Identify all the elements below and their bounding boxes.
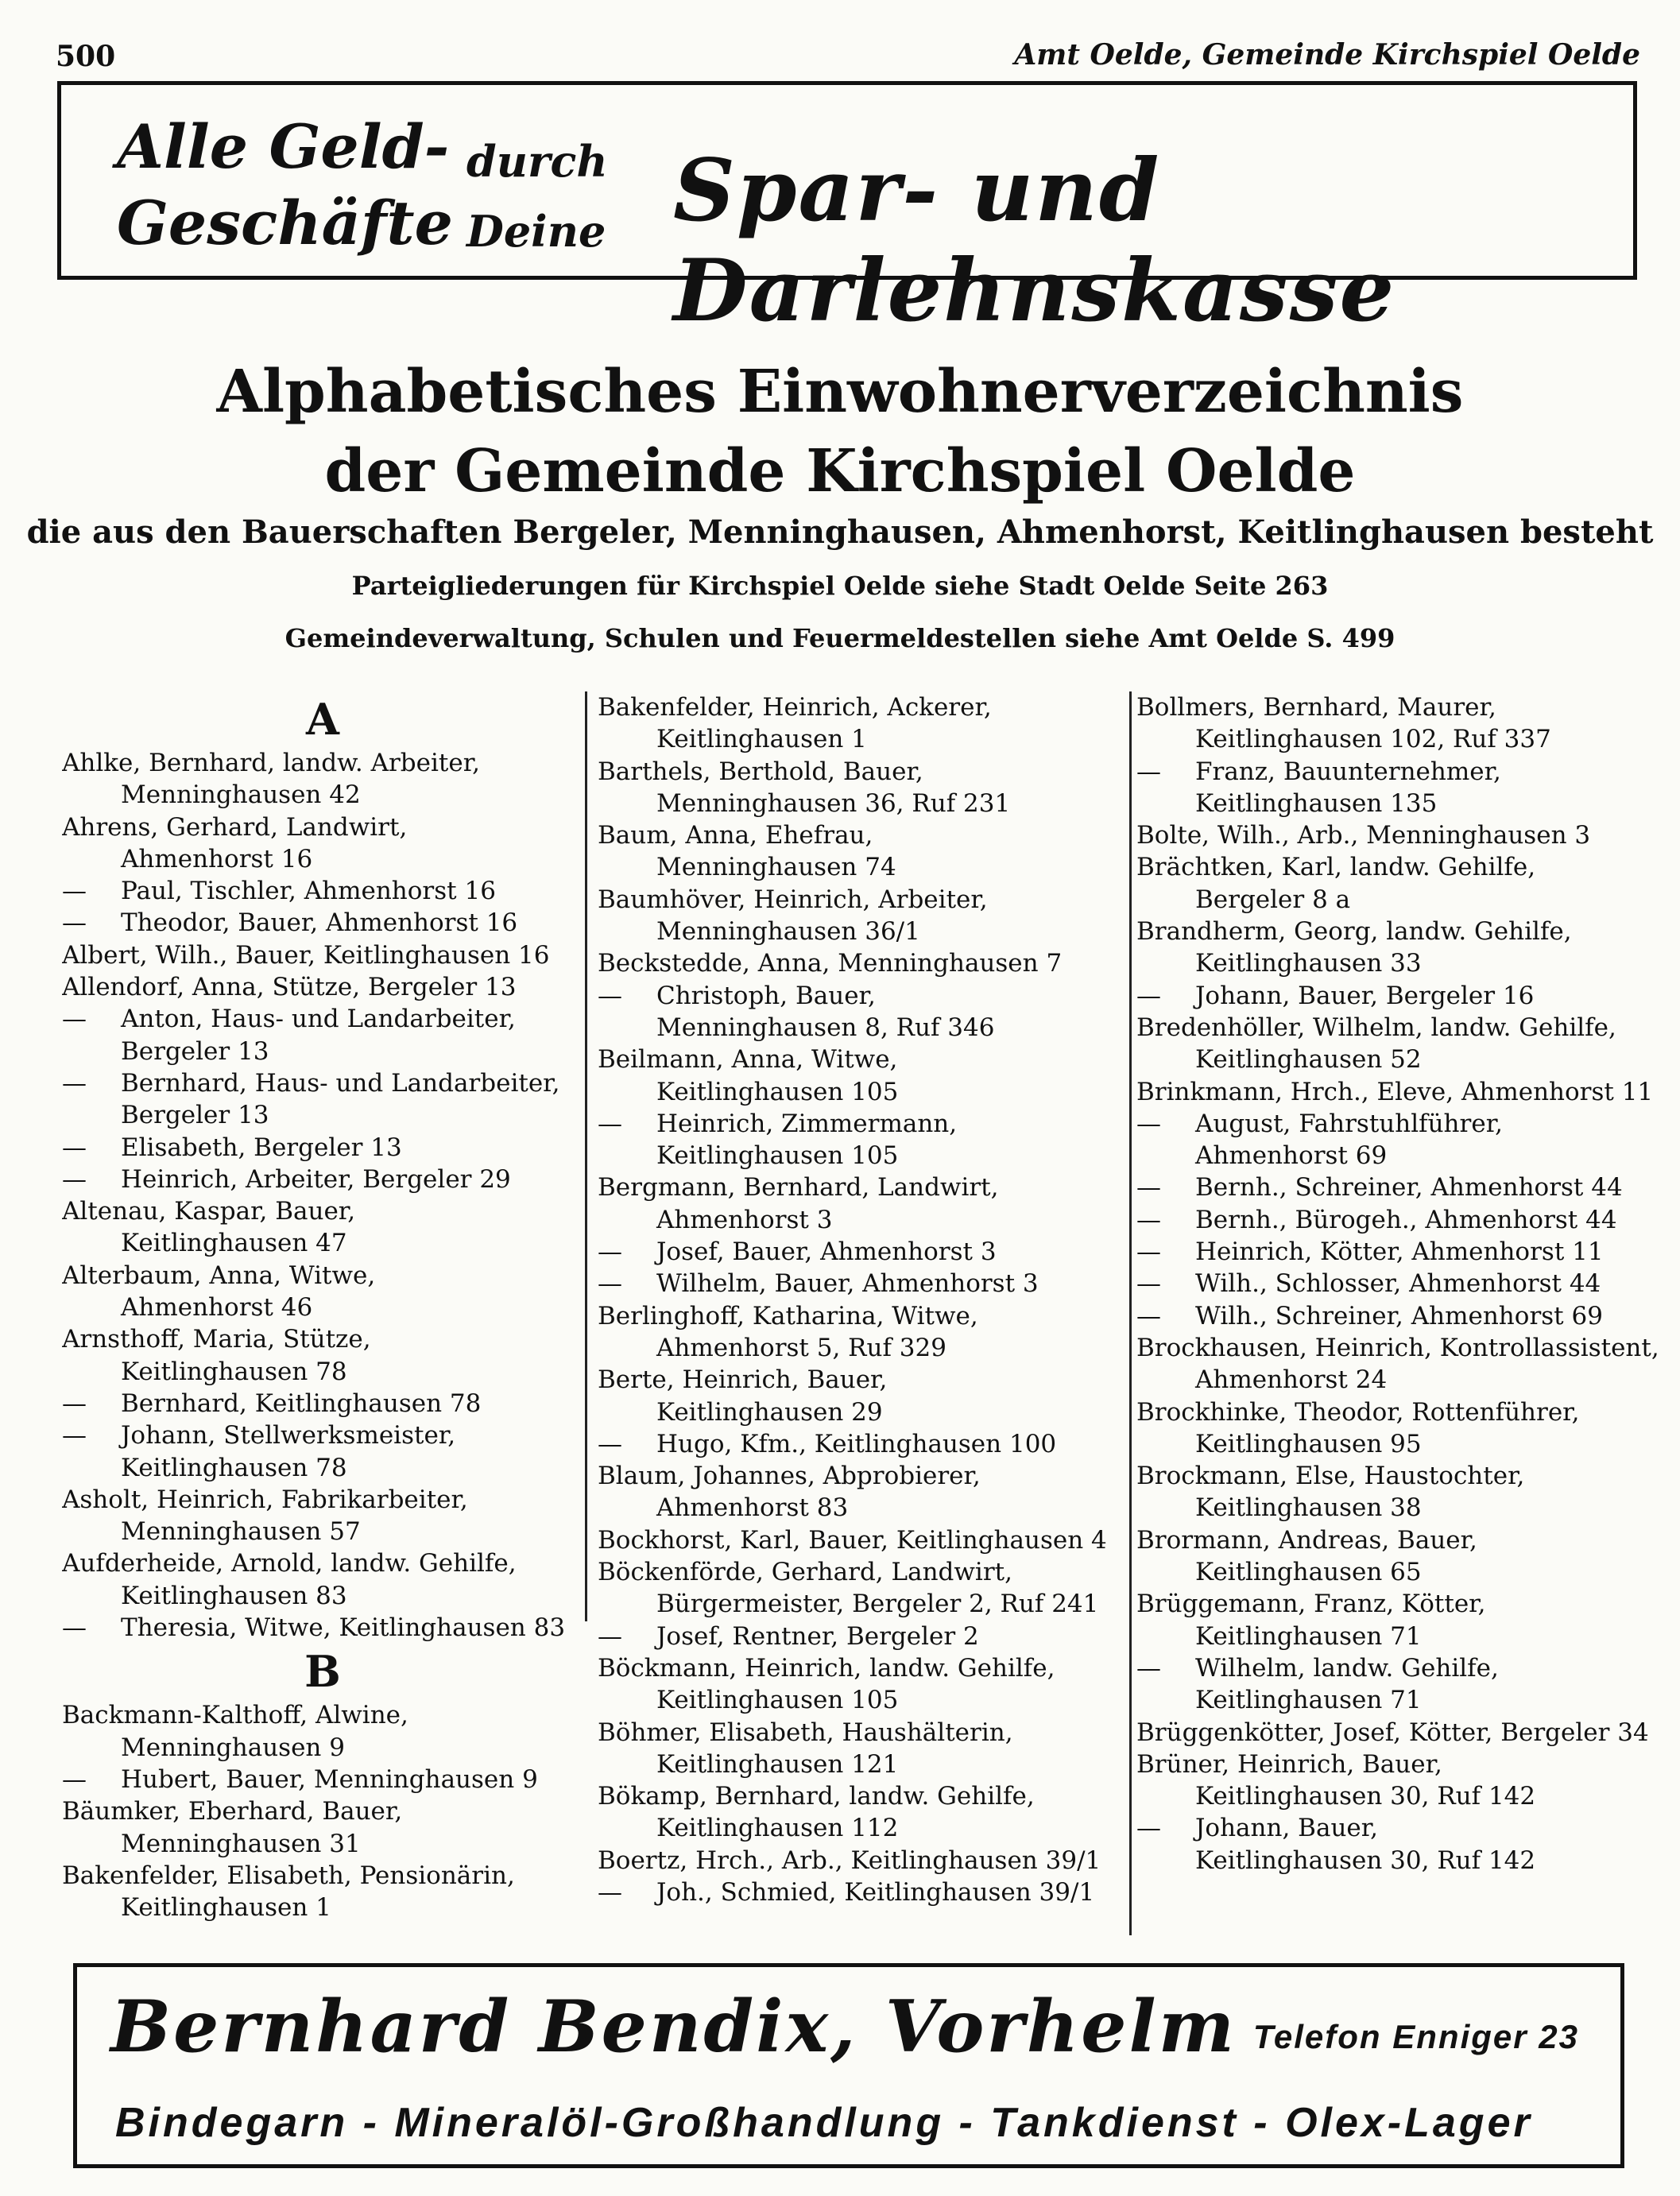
directory-subentry: [62, 875, 583, 907]
entry-line: Keitlinghausen 1: [656, 725, 867, 754]
ad-bottom-phone: Telefon Enniger 23: [1252, 2018, 1579, 2055]
directory-subentry: [62, 1764, 583, 1795]
entry-line: Brormann, Andreas, Bauer,: [1136, 1525, 1477, 1555]
ad-top-line: Deine: [466, 206, 606, 257]
ad-top-slogan-left: [117, 109, 453, 261]
directory-entry: [1136, 1588, 1665, 1652]
entry-line: — Heinrich, Kötter, Ahmenhorst 11: [1136, 1236, 1665, 1268]
entry-line: Aufderheide, Arnold, landw. Gehilfe,: [62, 1549, 517, 1578]
entry-line: — Joh., Schmied, Keitlinghausen 39/1: [598, 1876, 1126, 1908]
entry-line: Brüggemann, Franz, Kötter,: [1136, 1590, 1486, 1619]
directory-entry: [62, 1260, 583, 1324]
section-letter: A: [306, 694, 339, 745]
directory-entry: [62, 1547, 583, 1612]
ad-top-line: Alle Geld-: [117, 111, 450, 182]
directory-entry: [62, 1860, 583, 1924]
directory-entry: [62, 1484, 583, 1548]
directory-subentry: [62, 1164, 583, 1195]
directory-subentry: [598, 1428, 1126, 1460]
directory-entry: [598, 1172, 1126, 1236]
directory-column-2: [598, 691, 1126, 1908]
entry-line: — Josef, Bauer, Ahmenhorst 3: [598, 1236, 1126, 1268]
entry-line: Menninghausen 8, Ruf 346: [656, 1013, 995, 1042]
entry-line: Keitlinghausen 33: [1195, 949, 1422, 978]
entry-line: — Christoph, Bauer,: [598, 980, 1126, 1012]
directory-entry: [62, 971, 583, 1003]
directory-entry: [598, 691, 1126, 756]
directory-subentry: [1136, 1204, 1665, 1236]
entry-line: Arnsthoff, Maria, Stütze,: [62, 1325, 371, 1354]
entry-line: Beckstedde, Anna, Menninghausen 7: [598, 949, 1063, 978]
entry-line: Keitlinghausen 1: [121, 1893, 331, 1923]
ad-bottom-company-name: Bernhard Bendix, Vorhelm: [110, 1985, 1237, 2069]
entry-line: Keitlinghausen 29: [656, 1397, 883, 1427]
entry-line: Menninghausen 42: [121, 780, 361, 810]
entry-line: Keitlinghausen 83: [121, 1581, 347, 1610]
entry-line: — Bernhard, Haus- und Landarbeiter,: [62, 1067, 583, 1099]
entry-line: Brüner, Heinrich, Bauer,: [1136, 1749, 1442, 1779]
ad-top-bank-name: Spar- und Darlehnskasse: [673, 141, 1396, 341]
entry-line: Menninghausen 57: [121, 1517, 361, 1547]
entry-line: Backmann-Kalthoff, Alwine,: [62, 1701, 408, 1730]
entry-line: Böckenförde, Gerhard, Landwirt,: [598, 1558, 1012, 1587]
directory-subentry: [62, 1388, 583, 1419]
entry-line: Böhmer, Elisabeth, Haushälterin,: [598, 1718, 1013, 1747]
directory-entry: [598, 756, 1126, 820]
directory-entry: [62, 811, 583, 876]
entry-line: Keitlinghausen 78: [121, 1357, 347, 1386]
directory-note-party: Parteigliederungen für Kirchspiel Oelde siehe Stadt Oelde Seite 263: [351, 571, 1329, 601]
entry-line: Keitlinghausen 71: [1195, 1621, 1422, 1651]
entry-line: Keitlinghausen 105: [656, 1686, 899, 1715]
entry-line: — Heinrich, Arbeiter, Bergeler 29: [62, 1164, 583, 1195]
column-divider: [585, 691, 587, 1621]
entry-line: Bürgermeister, Bergeler 2, Ruf 241: [656, 1590, 1099, 1619]
entry-line: Keitlinghausen 30, Ruf 142: [1195, 1782, 1536, 1811]
entry-line: Keitlinghausen 38: [1195, 1493, 1422, 1523]
directory-entry: [598, 1460, 1126, 1524]
page-number: 500: [56, 40, 116, 73]
entry-line: Bökamp, Bernhard, landw. Gehilfe,: [598, 1782, 1035, 1811]
ad-top-line: durch: [466, 136, 608, 187]
directory-subentry: [598, 1876, 1126, 1908]
directory-subentry: [1136, 1300, 1665, 1332]
entry-line: Keitlinghausen 121: [656, 1749, 899, 1779]
entry-line: — Bernh., Schreiner, Ahmenhorst 44: [1136, 1172, 1665, 1203]
directory-subentry: [598, 1108, 1126, 1172]
directory-subentry: [1136, 1236, 1665, 1268]
directory-entry: [1136, 1524, 1665, 1589]
directory-subentry: [1136, 756, 1665, 820]
entry-line: Bergeler 8 a: [1195, 885, 1351, 914]
entry-line: Asholt, Heinrich, Fabrikarbeiter,: [62, 1485, 468, 1514]
entry-line: Brächtken, Karl, landw. Gehilfe,: [1136, 853, 1536, 882]
directory-subentry: [598, 980, 1126, 1044]
column-divider: [1129, 691, 1132, 1935]
directory-entry: [598, 1044, 1126, 1108]
entry-line: — Paul, Tischler, Ahmenhorst 16: [62, 875, 583, 907]
entry-line: Brinkmann, Hrch., Eleve, Ahmenhorst 11: [1136, 1077, 1654, 1106]
directory-description: die aus den Bauerschaften Bergeler, Menninghausen, Ahmenhorst, Keitlinghausen besteht: [26, 513, 1654, 551]
directory-entry: [62, 939, 583, 971]
entry-line: — Johann, Stellwerksmeister,: [62, 1419, 583, 1451]
entry-line: — Hugo, Kfm., Keitlinghausen 100: [598, 1428, 1126, 1460]
entry-line: — Franz, Bauunternehmer,: [1136, 756, 1665, 788]
entry-line: Ahrens, Gerhard, Landwirt,: [62, 812, 408, 842]
directory-entry: [62, 1323, 583, 1388]
entry-line: Brockhausen, Heinrich, Kontrollassistent,: [1136, 1333, 1659, 1362]
entry-line: Ahmenhorst 24: [1195, 1365, 1388, 1395]
entry-line: — Theresia, Witwe, Keitlinghausen 83: [62, 1612, 583, 1644]
running-head: Amt Oelde, Gemeinde Kirchspiel Oelde: [1014, 38, 1640, 72]
ad-bottom-tagline: Bindegarn - Mineralöl-Großhandlung - Tankdienst - Olex-Lager: [115, 2100, 1533, 2146]
entry-line: Brockmann, Else, Haustochter,: [1136, 1462, 1525, 1491]
entry-line: — Johann, Bauer,: [1136, 1812, 1665, 1844]
directory-entry: [1136, 691, 1665, 756]
entry-line: Berte, Heinrich, Bauer,: [598, 1365, 888, 1395]
entry-line: Barthels, Berthold, Bauer,: [598, 757, 923, 786]
directory-entry: [1136, 1012, 1665, 1076]
directory-entry: [598, 1300, 1126, 1365]
directory-note-admin: Gemeindeverwaltung, Schulen und Feuermeldestellen siehe Amt Oelde S. 499: [285, 623, 1395, 653]
entry-line: Bakenfelder, Heinrich, Ackerer,: [598, 693, 992, 722]
entry-line: Ahmenhorst 5, Ruf 329: [656, 1333, 946, 1362]
entry-line: Ahlke, Bernhard, landw. Arbeiter,: [62, 749, 480, 777]
entry-line: Bockhorst, Karl, Bauer, Keitlinghausen 4: [598, 1525, 1107, 1555]
advertisement-bottom: [73, 1963, 1624, 2168]
entry-line: — Theodor, Bauer, Ahmenhorst 16: [62, 907, 583, 939]
entry-line: Brüggenkötter, Josef, Kötter, Bergeler 34: [1136, 1718, 1649, 1747]
entry-line: Keitlinghausen 30, Ruf 142: [1195, 1845, 1536, 1875]
directory-entry: [598, 1717, 1126, 1781]
entry-line: Keitlinghausen 102, Ruf 337: [1195, 725, 1551, 754]
directory-subentry: [1136, 980, 1665, 1012]
directory-entry: [598, 1364, 1126, 1428]
entry-line: Keitlinghausen 112: [656, 1814, 899, 1843]
entry-line: Beilmann, Anna, Witwe,: [598, 1045, 898, 1075]
entry-line: Berlinghoff, Katharina, Witwe,: [598, 1301, 978, 1330]
entry-line: Brockhinke, Theodor, Rottenführer,: [1136, 1397, 1580, 1427]
section-letter: B: [304, 1646, 341, 1698]
directory-entry: [1136, 819, 1665, 851]
directory-subentry: [62, 1419, 583, 1484]
directory-subentry: [1136, 1652, 1665, 1717]
directory-entry: [1136, 1717, 1665, 1749]
entry-line: Keitlinghausen 52: [1195, 1045, 1422, 1075]
directory-entry: [598, 1556, 1126, 1621]
entry-line: Ahmenhorst 3: [656, 1205, 833, 1234]
entry-line: Ahmenhorst 46: [121, 1293, 313, 1323]
entry-line: Ahmenhorst 69: [1195, 1141, 1388, 1171]
entry-line: Allendorf, Anna, Stütze, Bergeler 13: [62, 973, 517, 1002]
directory-entry: [1136, 1396, 1665, 1461]
entry-line: Brandherm, Georg, landw. Gehilfe,: [1136, 917, 1572, 947]
entry-line: — Hubert, Bauer, Menninghausen 9: [62, 1764, 583, 1795]
directory-subentry: [1136, 1172, 1665, 1203]
directory-column-3: [1136, 691, 1665, 1876]
directory-entry: [62, 1699, 583, 1764]
directory-subtitle: der Gemeinde Kirchspiel Oelde: [324, 437, 1356, 505]
entry-line: Albert, Wilh., Bauer, Keitlinghausen 16: [62, 940, 550, 970]
entry-line: Ahmenhorst 16: [121, 844, 313, 873]
directory-entry: [62, 1195, 583, 1260]
directory-subentry: [1136, 1268, 1665, 1299]
directory-entry: [598, 1524, 1126, 1556]
directory-subentry: [62, 1067, 583, 1132]
ad-top-line: Geschäfte: [117, 188, 453, 258]
directory-entry: [598, 947, 1126, 979]
directory-entry: [1136, 1076, 1665, 1108]
directory-entry: [1136, 1749, 1665, 1813]
directory-subentry: [598, 1236, 1126, 1268]
entry-line: — Wilhelm, Bauer, Ahmenhorst 3: [598, 1268, 1126, 1299]
directory-column-1: [62, 691, 583, 1923]
entry-line: — Bernh., Bürogeh., Ahmenhorst 44: [1136, 1204, 1665, 1236]
directory-entry: [598, 1780, 1126, 1845]
entry-line: Böckmann, Heinrich, landw. Gehilfe,: [598, 1653, 1055, 1683]
directory-subentry: [598, 1621, 1126, 1652]
entry-line: Bergmann, Bernhard, Landwirt,: [598, 1173, 999, 1203]
entry-line: Baumhöver, Heinrich, Arbeiter,: [598, 885, 988, 914]
directory-subentry: [598, 1268, 1126, 1299]
directory-entry: [598, 884, 1126, 948]
directory-entry: [1136, 851, 1665, 916]
entry-line: — Wilhelm, landw. Gehilfe,: [1136, 1652, 1665, 1684]
directory-title: Alphabetisches Einwohnerverzeichnis: [216, 358, 1464, 426]
entry-line: — Wilh., Schreiner, Ahmenhorst 69: [1136, 1300, 1665, 1332]
entry-line: Menninghausen 9: [121, 1733, 345, 1762]
entry-line: Bredenhöller, Wilhelm, landw. Gehilfe,: [1136, 1013, 1616, 1042]
entry-line: Alterbaum, Anna, Witwe,: [62, 1261, 376, 1290]
directory-subentry: [62, 907, 583, 939]
entry-line: Keitlinghausen 65: [1195, 1558, 1422, 1587]
entry-line: Menninghausen 36, Ruf 231: [656, 788, 1011, 818]
entry-line: Baum, Anna, Ehefrau,: [598, 821, 873, 850]
entry-line: Bergeler 13: [121, 1101, 269, 1130]
entry-line: Bollmers, Bernhard, Maurer,: [1136, 693, 1496, 722]
entry-line: Bergeler 13: [121, 1036, 269, 1066]
entry-line: — August, Fahrstuhlführer,: [1136, 1108, 1665, 1140]
ad-top-slogan-middle: [466, 126, 608, 266]
entry-line: — Anton, Haus- und Landarbeiter,: [62, 1003, 583, 1035]
entry-line: Menninghausen 31: [121, 1829, 361, 1858]
directory-subentry: [62, 1612, 583, 1644]
directory-entry: [1136, 1460, 1665, 1524]
entry-line: Ahmenhorst 83: [656, 1493, 849, 1523]
entry-line: Bolte, Wilh., Arb., Menninghausen 3: [1136, 821, 1591, 850]
entry-line: Menninghausen 36/1: [656, 917, 920, 947]
entry-line: — Elisabeth, Bergeler 13: [62, 1132, 583, 1164]
entry-line: — Josef, Rentner, Bergeler 2: [598, 1621, 1126, 1652]
entry-line: Keitlinghausen 105: [656, 1077, 899, 1106]
directory-entry: [1136, 1332, 1665, 1396]
entry-line: Keitlinghausen 78: [121, 1453, 347, 1482]
entry-line: — Bernhard, Keitlinghausen 78: [62, 1388, 583, 1419]
directory-entry: [598, 819, 1126, 884]
entry-line: Bakenfelder, Elisabeth, Pensionärin,: [62, 1861, 515, 1890]
advertisement-top: [57, 81, 1637, 341]
entry-line: — Johann, Bauer, Bergeler 16: [1136, 980, 1665, 1012]
entry-line: Keitlinghausen 71: [1195, 1686, 1422, 1715]
entry-line: Boertz, Hrch., Arb., Keitlinghausen 39/1: [598, 1845, 1101, 1875]
directory-entry: [62, 747, 583, 811]
directory-subentry: [1136, 1108, 1665, 1172]
entry-line: Blaum, Johannes, Abprobierer,: [598, 1462, 981, 1491]
entry-line: — Heinrich, Zimmermann,: [598, 1108, 1126, 1140]
entry-line: Altenau, Kaspar, Bauer,: [62, 1197, 356, 1226]
entry-line: Keitlinghausen 47: [121, 1229, 347, 1258]
entry-line: Bäumker, Eberhard, Bauer,: [62, 1797, 403, 1826]
entry-line: Menninghausen 74: [656, 853, 896, 882]
entry-line: Keitlinghausen 135: [1195, 788, 1438, 818]
directory-entry: [1136, 916, 1665, 980]
entry-line: Keitlinghausen 105: [656, 1141, 899, 1171]
entry-line: Keitlinghausen 95: [1195, 1429, 1422, 1458]
directory-entry: [598, 1845, 1126, 1876]
directory-subentry: [62, 1003, 583, 1067]
directory-entry: [62, 1795, 583, 1860]
directory-subentry: [1136, 1812, 1665, 1876]
directory-subentry: [62, 1132, 583, 1164]
directory-entry: [598, 1652, 1126, 1717]
entry-line: — Wilh., Schlosser, Ahmenhorst 44: [1136, 1268, 1665, 1299]
